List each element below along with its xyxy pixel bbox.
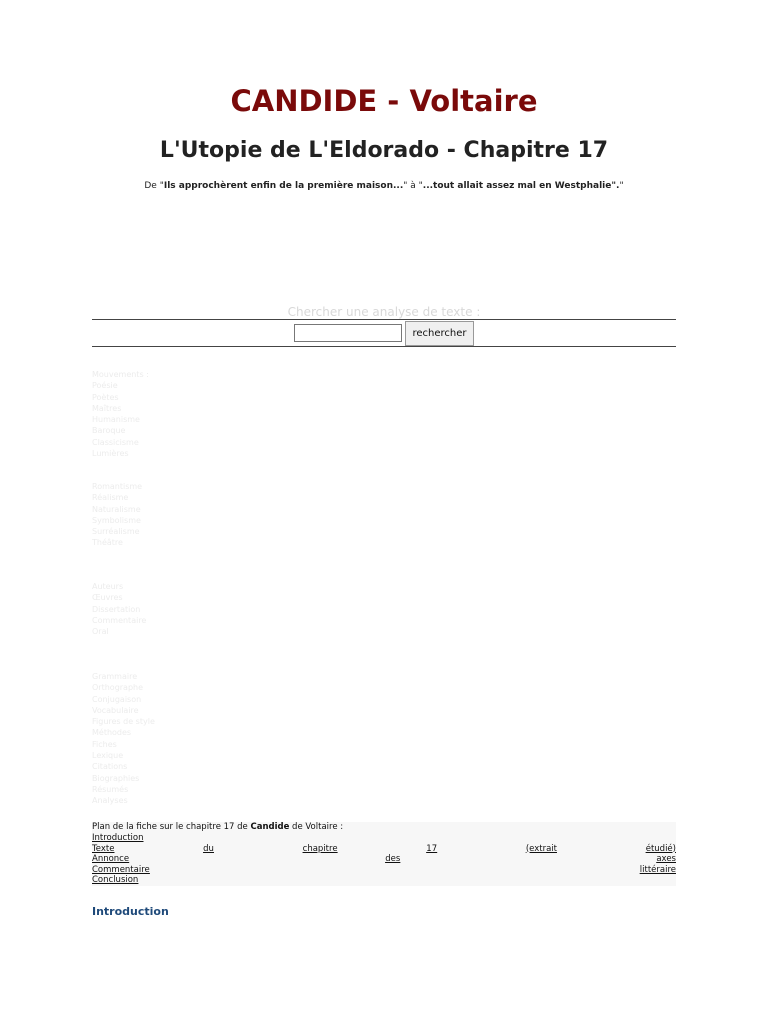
plan-link-texte[interactable] <box>92 844 676 855</box>
plan-heading-text: Plan de la fiche sur le chapitre 17 de <box>92 822 251 832</box>
plan-link-annonce[interactable] <box>92 854 676 865</box>
nav-link[interactable]: Œuvres <box>92 593 123 603</box>
nav-link[interactable]: Maîtres <box>92 403 122 413</box>
plan-link-commentaire[interactable] <box>92 865 676 876</box>
nav-link[interactable]: Conjugaison <box>92 694 142 704</box>
plan-word: étudié) <box>645 843 676 854</box>
plan-word: Introduction <box>92 833 144 843</box>
divider <box>92 346 676 347</box>
nav-link[interactable]: Poètes <box>92 392 119 402</box>
extract-prefix: De " <box>144 181 164 191</box>
nav-link[interactable]: Analyses <box>92 796 128 806</box>
plan-link-conclusion[interactable] <box>92 875 676 886</box>
plan-word: Texte <box>92 843 115 854</box>
nav-group-2 <box>92 481 142 549</box>
nav-link[interactable]: Romantisme <box>92 482 143 491</box>
plan-word: Commentaire <box>92 864 150 875</box>
nav-link[interactable]: Lumières <box>92 449 129 459</box>
nav-link[interactable]: Symbolisme <box>92 515 141 525</box>
search-label: Chercher une analyse de texte : <box>287 305 481 319</box>
nav-link[interactable]: Figures de style <box>92 717 155 727</box>
nav-link[interactable]: Fiches <box>92 739 117 749</box>
nav-group-4 <box>92 671 155 807</box>
plan-word: (extrait <box>525 843 557 854</box>
nav-link[interactable]: Vocabulaire <box>92 705 139 715</box>
page-title: CANDIDE - Voltaire <box>230 84 538 118</box>
nav-link[interactable]: Oral <box>92 627 109 637</box>
plan-word: Annonce <box>92 854 130 864</box>
plan-link-introduction[interactable] <box>92 833 676 844</box>
nav-link[interactable]: Baroque <box>92 426 126 436</box>
plan-word: chapitre <box>302 843 338 854</box>
extract-end: ...tout allait assez mal en Westphalie". <box>422 181 620 191</box>
nav-link[interactable]: Théâtre <box>92 538 123 548</box>
plan-word: des <box>385 854 401 864</box>
nav-link[interactable]: Dissertation <box>92 604 141 614</box>
extract-start: Ils approchèrent enfin de la première maison... <box>163 181 404 191</box>
nav-link[interactable]: Naturalisme <box>92 504 141 514</box>
nav-link[interactable]: Biographies <box>92 773 140 783</box>
divider <box>92 319 676 320</box>
plan-heading <box>92 822 676 833</box>
search-button[interactable]: rechercher <box>405 321 474 346</box>
nav-group-3 <box>92 581 146 637</box>
nav-link[interactable]: Grammaire <box>92 672 138 681</box>
nav-link[interactable]: Orthographe <box>92 683 144 693</box>
extract-middle: " à " <box>403 181 423 191</box>
plan-heading-work: Candide <box>250 822 290 832</box>
plan-word: 17 <box>426 843 438 854</box>
nav-link[interactable]: Réalisme <box>92 493 129 503</box>
plan-word: axes <box>656 854 676 864</box>
nav-link[interactable]: Citations <box>92 762 128 772</box>
plan-word: Conclusion <box>92 875 139 885</box>
nav-link[interactable]: Auteurs <box>92 582 124 591</box>
nav-link[interactable]: Mouvements : <box>92 370 149 379</box>
nav-link[interactable]: Commentaire <box>92 615 147 625</box>
extract-range <box>0 181 768 191</box>
plan-word: littéraire <box>639 864 676 875</box>
nav-link[interactable]: Méthodes <box>92 728 132 738</box>
nav-link[interactable]: Humanisme <box>92 415 140 425</box>
extract-suffix: " <box>619 181 624 191</box>
search-input[interactable] <box>294 324 402 342</box>
nav-link[interactable]: Résumés <box>92 784 129 794</box>
nav-link[interactable]: Lexique <box>92 751 124 761</box>
nav-group-1 <box>92 369 149 459</box>
plan-word: du <box>203 843 214 854</box>
page-subtitle: L'Utopie de L'Eldorado - Chapitre 17 <box>159 138 609 163</box>
plan-box <box>92 822 676 886</box>
nav-link[interactable]: Poésie <box>92 381 118 391</box>
plan-heading-author: de Voltaire : <box>289 822 344 832</box>
nav-link[interactable]: Classicisme <box>92 437 139 447</box>
section-heading-introduction: Introduction <box>92 905 169 918</box>
nav-link[interactable]: Surréalisme <box>92 527 140 537</box>
